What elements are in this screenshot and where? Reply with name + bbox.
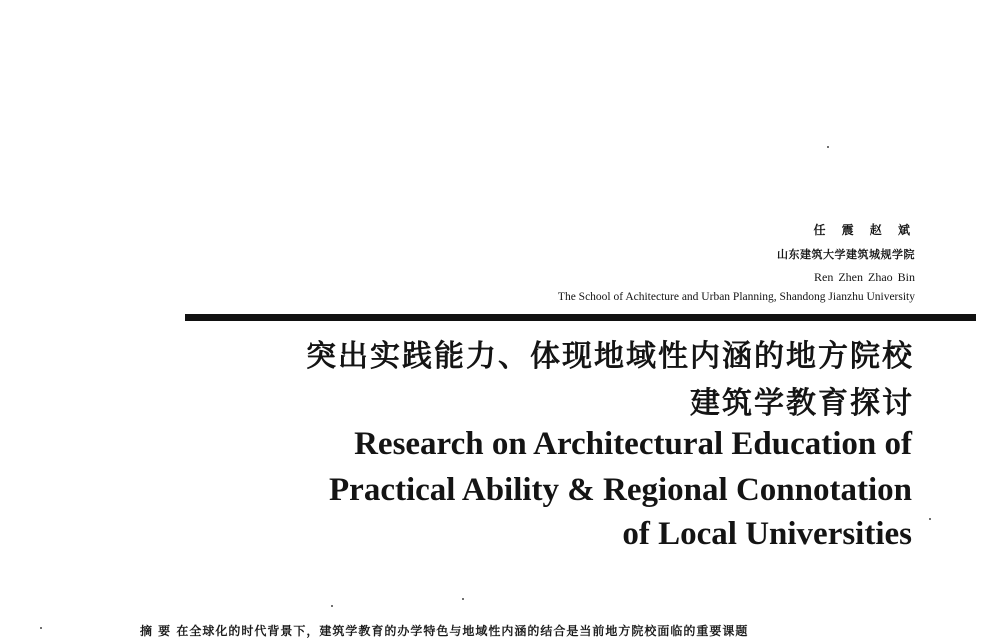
scan-speck bbox=[929, 518, 931, 520]
scan-speck bbox=[40, 627, 42, 629]
affiliation-chinese: 山东建筑大学建筑城规学院 bbox=[777, 248, 915, 261]
authors-chinese: 任 震 赵 斌 bbox=[813, 223, 916, 237]
title-english-line-2: Practical Ability & Regional Connotation bbox=[329, 472, 912, 508]
abstract-partial-line: 摘 要 在全球化的时代背景下，建筑学教育的办学特色与地域性内涵的结合是当前地方院校面临的重要课题 bbox=[140, 624, 749, 638]
title-english-line-1: Research on Architectural Education of bbox=[354, 426, 912, 462]
title-english-line-3: of Local Universities bbox=[622, 516, 912, 552]
authors-english: Ren Zhen Zhao Bin bbox=[814, 270, 915, 284]
scan-speck bbox=[827, 146, 829, 148]
title-chinese-line-2: 建筑学教育探讨 bbox=[690, 386, 914, 421]
affiliation-english: The School of Achitecture and Urban Planning, Shandong Jianzhu University bbox=[557, 291, 915, 303]
scan-speck bbox=[331, 605, 333, 607]
scan-speck bbox=[462, 598, 464, 600]
title-chinese-line-1: 突出实践能力、体现地域性内涵的地方院校 bbox=[306, 339, 914, 374]
header-divider-rule bbox=[185, 314, 976, 321]
